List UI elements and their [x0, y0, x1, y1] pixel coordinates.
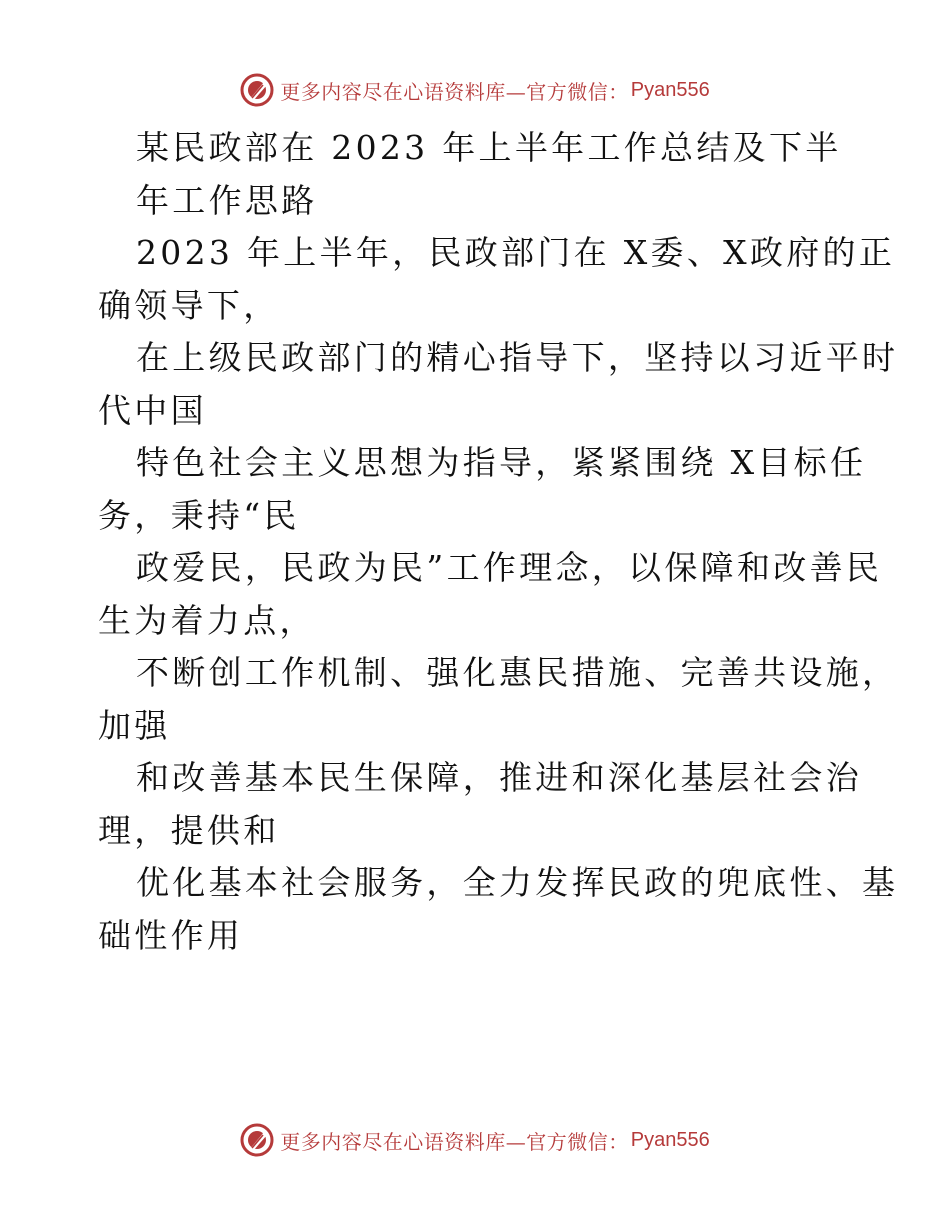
footer-banner: [0, 1118, 950, 1162]
text-line: 加强: [98, 705, 171, 745]
text-line: 优化基本社会服务，全力发挥民政的兜底性、基: [136, 863, 899, 902]
wechat-id: Pyan556: [630, 78, 710, 101]
text-line: 础性作用: [98, 915, 244, 955]
text-line: 年工作思路: [136, 180, 318, 220]
text-line: 政爱民，民政为民”工作理念，以保障和改善民: [136, 548, 883, 587]
banner-text: 更多内容尽在心语资料库—官方微信：: [280, 79, 629, 104]
text-line: 确领导下，: [98, 285, 280, 325]
header-banner: [0, 68, 950, 112]
text-line: 理，提供和: [98, 810, 280, 850]
text-line: 不断创工作机制、强化惠民措施、完善共设施，: [136, 653, 899, 692]
red-circle-pen-icon: [240, 73, 274, 107]
text-line: 务，秉持“民: [98, 495, 300, 535]
text-line: 在上级民政部门的精心指导下，坚持以习近平时: [136, 338, 899, 377]
text-line: 和改善基本民生保障，推进和深化基层社会治: [136, 758, 862, 797]
text-line: 某民政部在 2023 年上半年工作总结及下半: [136, 128, 842, 167]
banner-text: 更多内容尽在心语资料库—官方微信：: [280, 1129, 629, 1154]
document-body: [98, 122, 899, 962]
text-line: 代中国: [98, 390, 207, 430]
red-circle-pen-icon: [240, 1123, 274, 1157]
text-line: 生为着力点，: [98, 600, 316, 640]
text-line: 2023 年上半年，民政部门在 X委、X政府的正: [136, 233, 896, 272]
text-line: 特色社会主义思想为指导，紧紧围绕 X目标任: [136, 443, 867, 482]
wechat-id: Pyan556: [630, 1128, 710, 1151]
